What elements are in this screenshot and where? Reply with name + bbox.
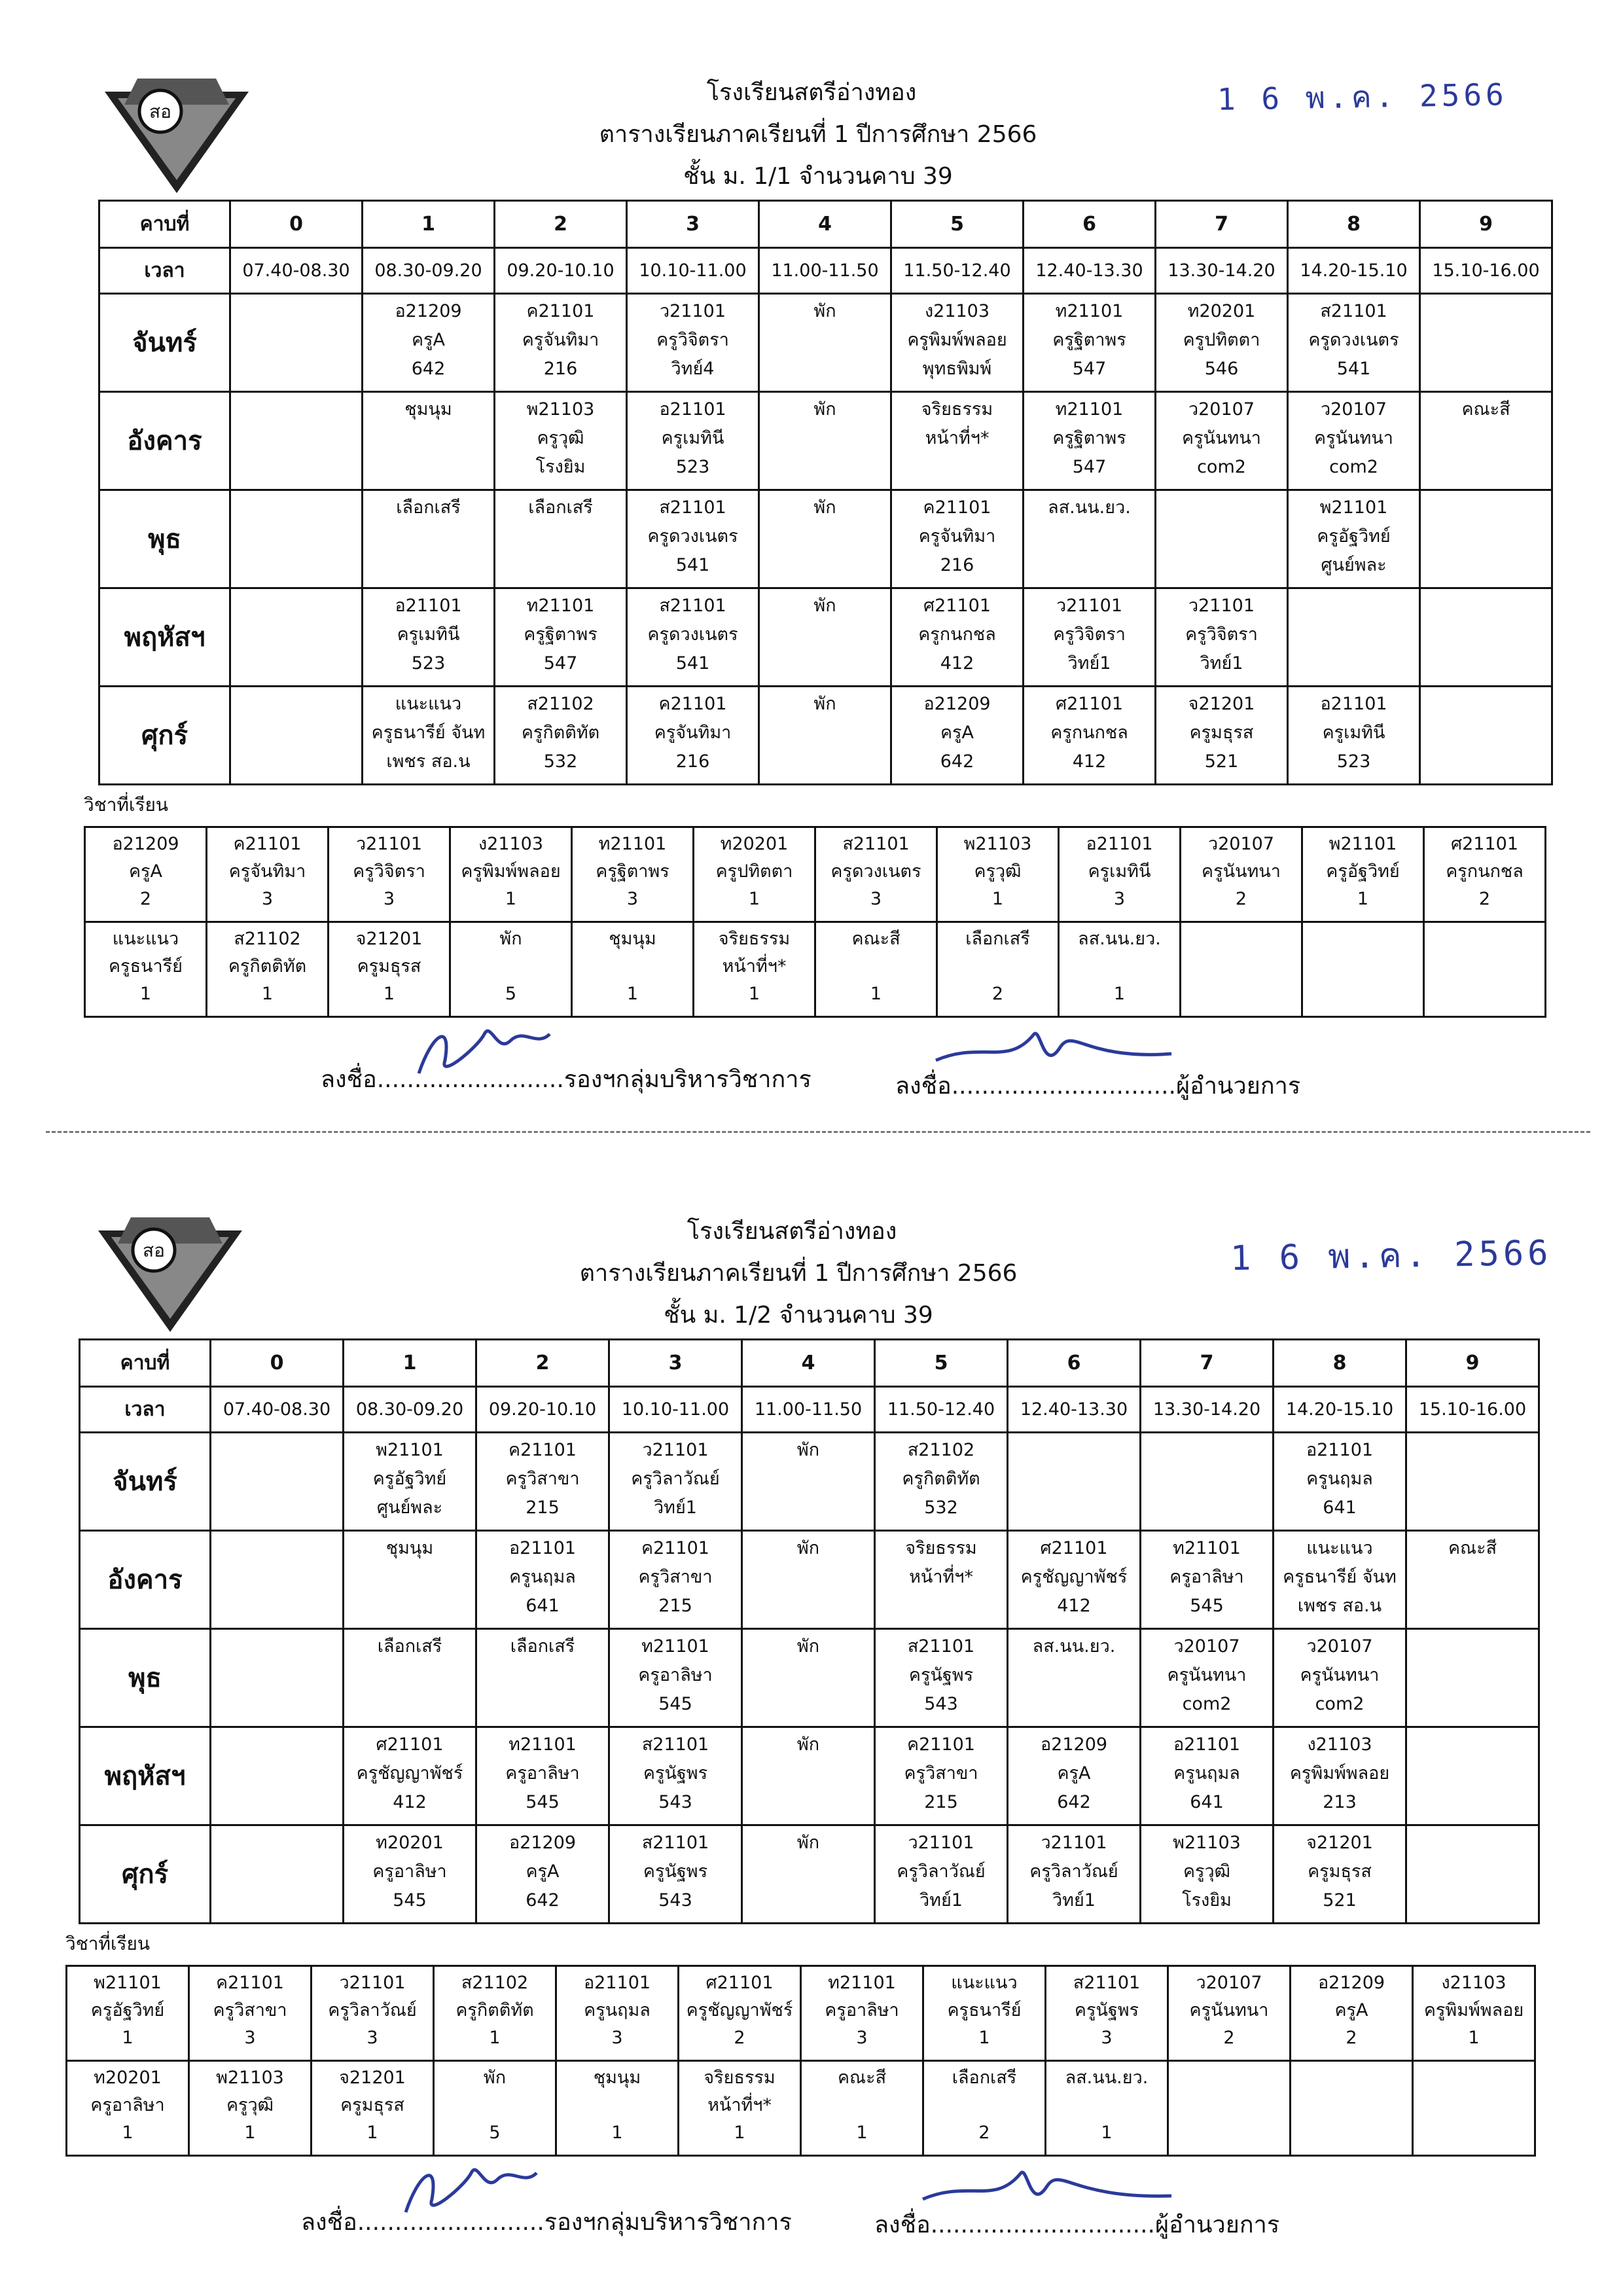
day-name: อังคาร: [80, 1531, 211, 1629]
timetable-cell: จริยธรรม หน้าที่ฯ*: [891, 392, 1024, 490]
timetable-cell: ว21101 ครูวิจิตรา วิทย์1: [1024, 588, 1156, 687]
timetable-cell: [1288, 588, 1420, 687]
timetable-cell: แนะแนว ครูธนารีย์ จันท เพชร สอ.น: [1274, 1531, 1406, 1629]
subject-summary-cell: อ21101 ครูนฤมล 3: [556, 1966, 679, 2061]
timetable-cell: อ21209 ครูA 642: [363, 294, 495, 392]
timetable-cell: [211, 1629, 344, 1727]
period-number: 5: [875, 1340, 1008, 1387]
timetable-cell: แนะแนว ครูธนารีย์ จันท เพชร สอ.น: [363, 687, 495, 785]
school-name: โรงเรียนสตรีอ่างทอง: [687, 1218, 897, 1245]
timetable-cell: อ21101 ครูนฤมล 641: [476, 1531, 609, 1629]
period-time: 11.50-12.40: [875, 1387, 1008, 1433]
subject-summary-cell: คณะสี 1: [801, 2061, 923, 2156]
timetable-cell: ส21101 ครูนัฐพร 543: [609, 1825, 742, 1924]
timetable-cell: พัก: [759, 294, 891, 392]
cut-line: [46, 1131, 1590, 1133]
timetable-cell: ค21101 ครูวิสาขา 215: [875, 1727, 1008, 1825]
timetable-cell: อ21209 ครูA 642: [891, 687, 1024, 785]
timetable-cell: ส21102 ครูกิตติทัต 532: [875, 1433, 1008, 1531]
period-number: 6: [1008, 1340, 1141, 1387]
timetable-cell: ส21101 ครูนัฐพร 543: [875, 1629, 1008, 1727]
timetable-cell: [1420, 588, 1552, 687]
period-time: 11.50-12.40: [891, 248, 1024, 294]
timetable-cell: จ21201 ครูมธุรส 521: [1156, 687, 1288, 785]
period-time: 12.40-13.30: [1024, 248, 1156, 294]
timetable-cell: เลือกเสรี: [495, 490, 627, 588]
period-number: 9: [1420, 201, 1552, 248]
timetable-cell: ชุมนุม: [363, 392, 495, 490]
timetable-cell: ท21101 ครูฐิตาพร 547: [1024, 294, 1156, 392]
timetable-sheet-1: [0, 0, 1623, 1126]
timetable-cell: ว20107 ครูนันทนา com2: [1274, 1629, 1406, 1727]
timetable-cell: พัก: [742, 1629, 875, 1727]
timetable-cell: ศ21101 ครูกนกชล 412: [891, 588, 1024, 687]
date-stamp: 1 6 พ.ค. 2566: [1230, 1233, 1552, 1279]
period-number: 8: [1288, 201, 1420, 248]
svg-text:สอ: สอ: [149, 101, 171, 122]
subject-summary-cell: ส21101 ครูดวงเนตร 3: [815, 827, 937, 922]
timetable-cell: ว21101 ครูวิจิตรา วิทย์4: [627, 294, 759, 392]
subject-summary-cell: [1181, 922, 1302, 1017]
timetable-sheet-2: [0, 1152, 1623, 2296]
timetable-cell: [1156, 490, 1288, 588]
day-name: จันทร์: [99, 294, 230, 392]
subject-summary-cell: ท21101 ครูอาลิษา 3: [801, 1966, 923, 2061]
timetable-cell: ท21101 ครูอาลิษา 545: [476, 1727, 609, 1825]
subject-summary-cell: พ21101 ครูอัฐวิทย์ 1: [67, 1966, 189, 2061]
subject-summary-cell: ชุมนุม 1: [556, 2061, 679, 2156]
timetable-cell: พัก: [759, 687, 891, 785]
timetable-cell: ชุมนุม: [344, 1531, 476, 1629]
timetable-cell: [230, 588, 363, 687]
sign-director-line: ลงชื่อ..............................ผู้อำนวยการ: [874, 2212, 1280, 2238]
timetable-cell: พัก: [759, 392, 891, 490]
subject-summary-cell: ง21103 ครูพิมพ์พลอย 1: [1413, 1966, 1535, 2061]
timetable-cell: [211, 1531, 344, 1629]
period-number: 8: [1274, 1340, 1406, 1387]
subject-summary-cell: ศ21101 ครูกนกชล 2: [1424, 827, 1546, 922]
subject-summary-cell: [1424, 922, 1546, 1017]
timetable-cell: พัก: [742, 1433, 875, 1531]
subject-summary-cell: ลส.นน.ยว. 1: [1046, 2061, 1168, 2156]
period-number: 7: [1156, 201, 1288, 248]
timetable-cell: ว21101 ครูวิลาวัณย์ วิทย์1: [1008, 1825, 1141, 1924]
period-number: 1: [363, 201, 495, 248]
timetable-cell: [211, 1727, 344, 1825]
timetable-cell: เลือกเสรี: [363, 490, 495, 588]
timetable-cell: [1406, 1825, 1539, 1924]
timetable-cell: [1420, 490, 1552, 588]
period-number: 9: [1406, 1340, 1539, 1387]
subject-summary-cell: ชุมนุม 1: [572, 922, 694, 1017]
subject-summary-cell: ส21102 ครูกิตติทัต 1: [434, 1966, 556, 2061]
timetable-cell: ค21101 ครูจันทิมา 216: [891, 490, 1024, 588]
period-time: 09.20-10.10: [476, 1387, 609, 1433]
svg-text:สอ: สอ: [143, 1240, 165, 1261]
timetable-cell: ท21101 ครูอาลิษา 545: [1141, 1531, 1274, 1629]
subject-summary-cell: พ21103 ครูวุฒิ 1: [189, 2061, 312, 2156]
term-line: ตารางเรียนภาคเรียนที่ 1 ปีการศึกษา 2566: [599, 121, 1037, 148]
timetable-cell: [1008, 1433, 1141, 1531]
period-time: 13.30-14.20: [1141, 1387, 1274, 1433]
sign-deputy-line: ลงชื่อ.........................รองฯกลุ่มบริหารวิชาการ: [301, 2209, 792, 2236]
period-time: 15.10-16.00: [1420, 248, 1552, 294]
timetable-cell: ว20107 ครูนันทนา com2: [1141, 1629, 1274, 1727]
subject-summary-cell: แนะแนว ครูธนารีย์ 1: [85, 922, 207, 1017]
day-name: พุธ: [99, 490, 230, 588]
subject-summary-cell: ท20201 ครูอาลิษา 1: [67, 2061, 189, 2156]
period-time: 10.10-11.00: [627, 248, 759, 294]
subjects-summary: [84, 826, 1546, 1018]
timetable-cell: ส21101 ครูนัฐพร 543: [609, 1727, 742, 1825]
subjects-label: วิชาที่เรียน: [65, 1933, 151, 1954]
subject-summary-cell: ว20107 ครูนันทนา 2: [1168, 1966, 1291, 2061]
period-number: 6: [1024, 201, 1156, 248]
subject-summary-cell: ค21101 ครูวิสาขา 3: [189, 1966, 312, 2061]
sign-deputy-line: ลงชื่อ.........................รองฯกลุ่มบริหารวิชาการ: [321, 1066, 812, 1093]
timetable-cell: จริยธรรม หน้าที่ฯ*: [875, 1531, 1008, 1629]
timetable-cell: [211, 1825, 344, 1924]
timetable-cell: อ21101 ครูเมทินี 523: [627, 392, 759, 490]
period-number: 2: [495, 201, 627, 248]
timetable-cell: [1420, 687, 1552, 785]
subject-summary-cell: พ21101 ครูอัฐวิทย์ 1: [1302, 827, 1424, 922]
timetable-cell: ว21101 ครูวิลาวัณย์ วิทย์1: [609, 1433, 742, 1531]
timetable-cell: อ21209 ครูA 642: [476, 1825, 609, 1924]
timetable-cell: พัก: [742, 1825, 875, 1924]
subject-summary-cell: ค21101 ครูจันทิมา 3: [207, 827, 329, 922]
subject-summary-cell: อ21101 ครูเมทินี 3: [1059, 827, 1181, 922]
subject-summary-cell: จ21201 ครูมธุรส 1: [329, 922, 450, 1017]
subjects-label: วิชาที่เรียน: [84, 794, 169, 816]
subject-summary-cell: ท21101 ครูฐิตาพร 3: [572, 827, 694, 922]
time-row-label: เวลา: [99, 248, 230, 294]
period-time: 14.20-15.10: [1274, 1387, 1406, 1433]
school-logo-icon: [98, 65, 255, 196]
period-time: 13.30-14.20: [1156, 248, 1288, 294]
subject-summary-cell: แนะแนว ครูธนารีย์ 1: [923, 1966, 1046, 2061]
timetable-cell: ลส.นน.ยว.: [1008, 1629, 1141, 1727]
subject-summary-cell: คณะสี 1: [815, 922, 937, 1017]
subject-summary-cell: ส21101 ครูนัฐพร 3: [1046, 1966, 1168, 2061]
timetable-cell: ว20107 ครูนันทนา com2: [1156, 392, 1288, 490]
timetable-cell: อ21101 ครูเมทินี 523: [363, 588, 495, 687]
subject-summary-cell: ท20201 ครูปทิตตา 1: [694, 827, 815, 922]
subject-summary-cell: [1168, 2061, 1291, 2156]
timetable-cell: ค21101 ครูวิสาขา 215: [476, 1433, 609, 1531]
period-number: 5: [891, 201, 1024, 248]
period-time: 08.30-09.20: [344, 1387, 476, 1433]
timetable-cell: [211, 1433, 344, 1531]
subject-summary-cell: เลือกเสรี 2: [937, 922, 1059, 1017]
period-time: 14.20-15.10: [1288, 248, 1420, 294]
period-row-label: คาบที่: [80, 1340, 211, 1387]
timetable-cell: พัก: [759, 490, 891, 588]
timetable-cell: ค21101 ครูจันทิมา 216: [627, 687, 759, 785]
subject-summary-cell: ส21102 ครูกิตติทัต 1: [207, 922, 329, 1017]
timetable-cell: [230, 392, 363, 490]
timetable-cell: ศ21101 ครูชัญญาพัชร์ 412: [1008, 1531, 1141, 1629]
timetable-cell: เลือกเสรี: [476, 1629, 609, 1727]
subject-summary-cell: อ21209 ครูA 2: [85, 827, 207, 922]
timetable-cell: อ21101 ครูเมทินี 523: [1288, 687, 1420, 785]
subject-summary-cell: จริยธรรม หน้าที่ฯ* 1: [679, 2061, 801, 2156]
timetable-cell: อ21209 ครูA 642: [1008, 1727, 1141, 1825]
timetable-cell: ง21103 ครูพิมพ์พลอย พุทธพิมพ์: [891, 294, 1024, 392]
period-time: 07.40-08.30: [211, 1387, 344, 1433]
timetable-cell: ท21101 ครูฐิตาพร 547: [495, 588, 627, 687]
period-number: 7: [1141, 1340, 1274, 1387]
period-number: 3: [609, 1340, 742, 1387]
period-time: 10.10-11.00: [609, 1387, 742, 1433]
subject-summary-cell: ลส.นน.ยว. 1: [1059, 922, 1181, 1017]
subject-summary-cell: พ21103 ครูวุฒิ 1: [937, 827, 1059, 922]
date-stamp: 1 6 พ.ค. 2566: [1217, 77, 1508, 117]
day-name: ศุกร์: [80, 1825, 211, 1924]
subject-summary-cell: พัก 5: [434, 2061, 556, 2156]
timetable-cell: อ21101 ครูนฤมล 641: [1141, 1727, 1274, 1825]
timetable-cell: [230, 490, 363, 588]
timetable-cell: เลือกเสรี: [344, 1629, 476, 1727]
timetable-cell: ส21101 ครูดวงเนตร 541: [1288, 294, 1420, 392]
period-number: 1: [344, 1340, 476, 1387]
period-number: 0: [211, 1340, 344, 1387]
subject-summary-cell: ว21101 ครูวิลาวัณย์ 3: [312, 1966, 434, 2061]
period-number: 0: [230, 201, 363, 248]
subject-summary-cell: ว20107 ครูนันทนา 2: [1181, 827, 1302, 922]
timetable-grid: [79, 1338, 1540, 1924]
period-time: 09.20-10.10: [495, 248, 627, 294]
period-number: 4: [742, 1340, 875, 1387]
timetable-cell: คณะสี: [1420, 392, 1552, 490]
timetable-cell: [1406, 1727, 1539, 1825]
period-row-label: คาบที่: [99, 201, 230, 248]
subjects-summary: [65, 1965, 1536, 2157]
subject-summary-cell: ศ21101 ครูชัญญาพัชร์ 2: [679, 1966, 801, 2061]
period-time: 08.30-09.20: [363, 248, 495, 294]
period-time: 07.40-08.30: [230, 248, 363, 294]
subject-summary-cell: จ21201 ครูมธุรส 1: [312, 2061, 434, 2156]
timetable-cell: ว20107 ครูนันทนา com2: [1288, 392, 1420, 490]
period-time: 12.40-13.30: [1008, 1387, 1141, 1433]
period-number: 4: [759, 201, 891, 248]
subject-summary-cell: ง21103 ครูพิมพ์พลอย 1: [450, 827, 572, 922]
period-time: 11.00-11.50: [759, 248, 891, 294]
timetable-cell: พ21101 ครูอัฐวิทย์ ศูนย์พละ: [344, 1433, 476, 1531]
day-name: จันทร์: [80, 1433, 211, 1531]
period-time: 15.10-16.00: [1406, 1387, 1539, 1433]
timetable-cell: ท20201 ครูอาลิษา 545: [344, 1825, 476, 1924]
subject-summary-cell: พัก 5: [450, 922, 572, 1017]
timetable-cell: ค21101 ครูวิสาขา 215: [609, 1531, 742, 1629]
subject-summary-cell: ว21101 ครูวิจิตรา 3: [329, 827, 450, 922]
day-name: ศุกร์: [99, 687, 230, 785]
subject-summary-cell: [1291, 2061, 1413, 2156]
timetable-cell: ลส.นน.ยว.: [1024, 490, 1156, 588]
timetable-cell: ค21101 ครูจันทิมา 216: [495, 294, 627, 392]
timetable-cell: [230, 687, 363, 785]
period-number: 2: [476, 1340, 609, 1387]
timetable-cell: พัก: [742, 1727, 875, 1825]
period-time: 11.00-11.50: [742, 1387, 875, 1433]
timetable-cell: ศ21101 ครูกนกชล 412: [1024, 687, 1156, 785]
timetable-cell: อ21101 ครูนฤมล 641: [1274, 1433, 1406, 1531]
timetable-cell: ว21101 ครูวิจิตรา วิทย์1: [1156, 588, 1288, 687]
timetable-cell: ศ21101 ครูชัญญาพัชร์ 412: [344, 1727, 476, 1825]
class-line: ชั้น ม. 1/2 จำนวนคาบ 39: [664, 1302, 933, 1329]
day-name: พุธ: [80, 1629, 211, 1727]
timetable-cell: [1420, 294, 1552, 392]
day-name: อังคาร: [99, 392, 230, 490]
timetable-cell: ว21101 ครูวิลาวัณย์ วิทย์1: [875, 1825, 1008, 1924]
timetable-cell: ส21101 ครูดวงเนตร 541: [627, 490, 759, 588]
timetable-cell: พ21103 ครูวุฒิ โรงยิม: [1141, 1825, 1274, 1924]
timetable-cell: [1406, 1433, 1539, 1531]
timetable-cell: พ21103 ครูวุฒิ โรงยิม: [495, 392, 627, 490]
day-name: พฤหัสฯ: [80, 1727, 211, 1825]
school-logo-icon: [92, 1204, 249, 1335]
timetable-cell: จ21201 ครูมธุรส 521: [1274, 1825, 1406, 1924]
subject-summary-cell: เลือกเสรี 2: [923, 2061, 1046, 2156]
timetable-cell: พัก: [759, 588, 891, 687]
timetable-cell: [1141, 1433, 1274, 1531]
timetable-cell: [1406, 1629, 1539, 1727]
timetable-cell: ท21101 ครูอาลิษา 545: [609, 1629, 742, 1727]
time-row-label: เวลา: [80, 1387, 211, 1433]
period-number: 3: [627, 201, 759, 248]
subject-summary-cell: [1413, 2061, 1535, 2156]
timetable-grid: [98, 200, 1553, 785]
timetable-cell: พัก: [742, 1531, 875, 1629]
timetable-cell: ง21103 ครูพิมพ์พลอย 213: [1274, 1727, 1406, 1825]
timetable-cell: คณะสี: [1406, 1531, 1539, 1629]
subject-summary-cell: จริยธรรม หน้าที่ฯ* 1: [694, 922, 815, 1017]
timetable-cell: พ21101 ครูอัฐวิทย์ ศูนย์พละ: [1288, 490, 1420, 588]
timetable-cell: ส21101 ครูดวงเนตร 541: [627, 588, 759, 687]
timetable-cell: ท20201 ครูปทิตตา 546: [1156, 294, 1288, 392]
subject-summary-cell: อ21209 ครูA 2: [1291, 1966, 1413, 2061]
timetable-cell: ส21102 ครูกิตติทัต 532: [495, 687, 627, 785]
term-line: ตารางเรียนภาคเรียนที่ 1 ปีการศึกษา 2566: [579, 1260, 1018, 1287]
day-name: พฤหัสฯ: [99, 588, 230, 687]
timetable-cell: ท21101 ครูฐิตาพร 547: [1024, 392, 1156, 490]
sign-director-line: ลงชื่อ..............................ผู้อำนวยการ: [895, 1073, 1301, 1100]
school-name: โรงเรียนสตรีอ่างทอง: [706, 79, 917, 106]
class-line: ชั้น ม. 1/1 จำนวนคาบ 39: [683, 163, 953, 190]
timetable-cell: [230, 294, 363, 392]
subject-summary-cell: [1302, 922, 1424, 1017]
